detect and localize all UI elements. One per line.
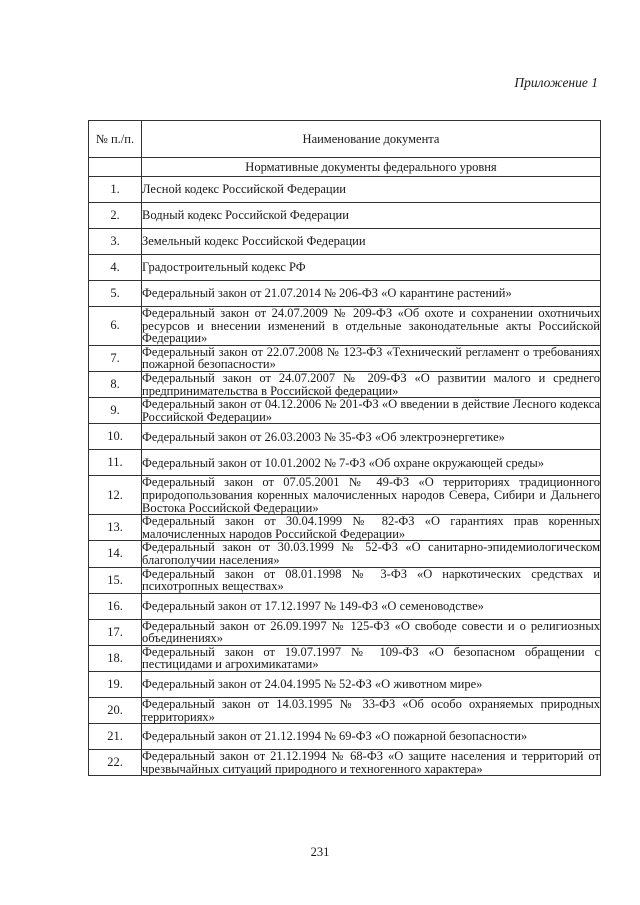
table-row (89, 229, 601, 255)
row-number: 14. (89, 541, 142, 567)
row-document-name: Федеральный закон от 04.12.2006 № 201-ФЗ «О введении в действие Лесного кодекса Российской Федерации» (142, 397, 600, 424)
row-number: 12. (89, 476, 142, 515)
row-document-name: Федеральный закон от 19.07.1997 № 109-ФЗ «О безопасном обращении с пестицидами и агрохимикатами» (142, 644, 600, 672)
table-row (89, 698, 601, 724)
row-number: 16. (89, 593, 142, 619)
row-document-name: Федеральный закон от 17.12.1997 № 149-ФЗ «О семеноводстве» (142, 593, 601, 619)
table-row (89, 307, 601, 346)
table-row (89, 177, 601, 203)
table-row (89, 593, 601, 619)
table-row (89, 371, 601, 397)
row-document-name: Федеральный закон от 14.03.1995 № 33-ФЗ «Об особо охраняемых природных территориях» (142, 697, 600, 724)
row-document-name: Земельный кодекс Российской Федерации (142, 229, 601, 255)
header-number: № п./п. (89, 121, 142, 158)
table-row (89, 672, 601, 698)
row-document-name: Федеральный закон от 21.12.1994 № 69-ФЗ «О пожарной безопасности» (142, 724, 601, 750)
row-number: 10. (89, 424, 142, 450)
table-row (89, 567, 601, 593)
table-row (89, 398, 601, 424)
table-row (89, 541, 601, 567)
table-row (89, 203, 601, 229)
table-header-row (89, 121, 601, 158)
page-number: 231 (310, 845, 330, 859)
row-number: 22. (89, 750, 142, 776)
documents-table (88, 120, 601, 776)
section-title: Нормативные документы федерального уровня (142, 158, 601, 177)
row-number: 13. (89, 515, 142, 541)
row-document-name: Федеральный закон от 07.05.2001 № 49-ФЗ «О территориях традиционного природопользования коренных малочисленных народов Севера, Сибири и Дальнего Востока Российской Федерации» (142, 475, 600, 515)
row-number: 18. (89, 645, 142, 671)
row-document-name: Лесной кодекс Российской Федерации (142, 177, 601, 203)
table-row (89, 619, 601, 645)
header-name: Наименование документа (142, 121, 601, 158)
table-row (89, 476, 601, 515)
row-number: 4. (89, 255, 142, 281)
row-number: 21. (89, 724, 142, 750)
row-number: 1. (89, 177, 142, 203)
section-row (89, 158, 601, 177)
table-row (89, 724, 601, 750)
row-document-name: Федеральный закон от 21.07.2014 № 206-ФЗ «О карантине растений» (142, 281, 601, 307)
row-number: 11. (89, 450, 142, 476)
row-number: 3. (89, 229, 142, 255)
row-document-name: Федеральный закон от 21.12.1994 № 68-ФЗ «О защите населения и территорий от чрезвычайных ситуаций природного и техногенного характера» (142, 749, 600, 776)
table-row (89, 645, 601, 671)
row-number: 17. (89, 619, 142, 645)
row-number: 8. (89, 371, 142, 397)
row-document-name: Федеральный закон от 30.04.1999 № 82-ФЗ «О гарантиях прав коренных малочисленных народов Российской Федерации» (142, 514, 600, 541)
row-document-name: Федеральный закон от 26.03.2003 № 35-ФЗ «Об электроэнергетике» (142, 424, 601, 450)
table-row (89, 515, 601, 541)
row-number: 7. (89, 345, 142, 371)
row-number: 6. (89, 307, 142, 346)
table-row (89, 255, 601, 281)
table-row (89, 750, 601, 776)
row-document-name: Федеральный закон от 24.07.2009 № 209-ФЗ «Об охоте и сохранении охотничьих ресурсов и внесении изменений в отдельные законодательные акты Российской Федерации» (142, 306, 600, 346)
row-number: 5. (89, 281, 142, 307)
table-row (89, 281, 601, 307)
table-row (89, 450, 601, 476)
row-document-name: Федеральный закон от 24.07.2007 № 209-ФЗ «О развитии малого и среднего предпринимательства в Российской федерации» (142, 370, 600, 398)
appendix-label: Приложение 1 (514, 75, 598, 90)
table-row (89, 424, 601, 450)
row-document-name: Водный кодекс Российской Федерации (142, 203, 601, 229)
table-row (89, 345, 601, 371)
row-document-name: Федеральный закон от 08.01.1998 № 3-ФЗ «О наркотических средствах и психотропных веществах» (142, 566, 600, 594)
row-number: 2. (89, 203, 142, 229)
row-number: 19. (89, 672, 142, 698)
section-blank-cell (89, 158, 142, 177)
row-document-name: Федеральный закон от 26.09.1997 № 125-ФЗ «О свободе совести и о религиозных объединениях» (142, 618, 600, 646)
row-number: 15. (89, 567, 142, 593)
row-document-name: Федеральный закон от 22.07.2008 № 123-ФЗ «Технический регламент о требованиях пожарной безопасности» (142, 344, 600, 372)
row-document-name: Федеральный закон от 24.04.1995 № 52-ФЗ «О животном мире» (142, 672, 601, 698)
row-number: 20. (89, 698, 142, 724)
row-document-name: Федеральный закон от 30.03.1999 № 52-ФЗ «О санитарно-эпидемиологическом благополучии населения» (142, 540, 600, 567)
row-document-name: Федеральный закон от 10.01.2002 № 7-ФЗ «Об охране окружающей среды» (142, 450, 601, 476)
row-number: 9. (89, 398, 142, 424)
row-document-name: Градостроительный кодекс РФ (142, 255, 601, 281)
